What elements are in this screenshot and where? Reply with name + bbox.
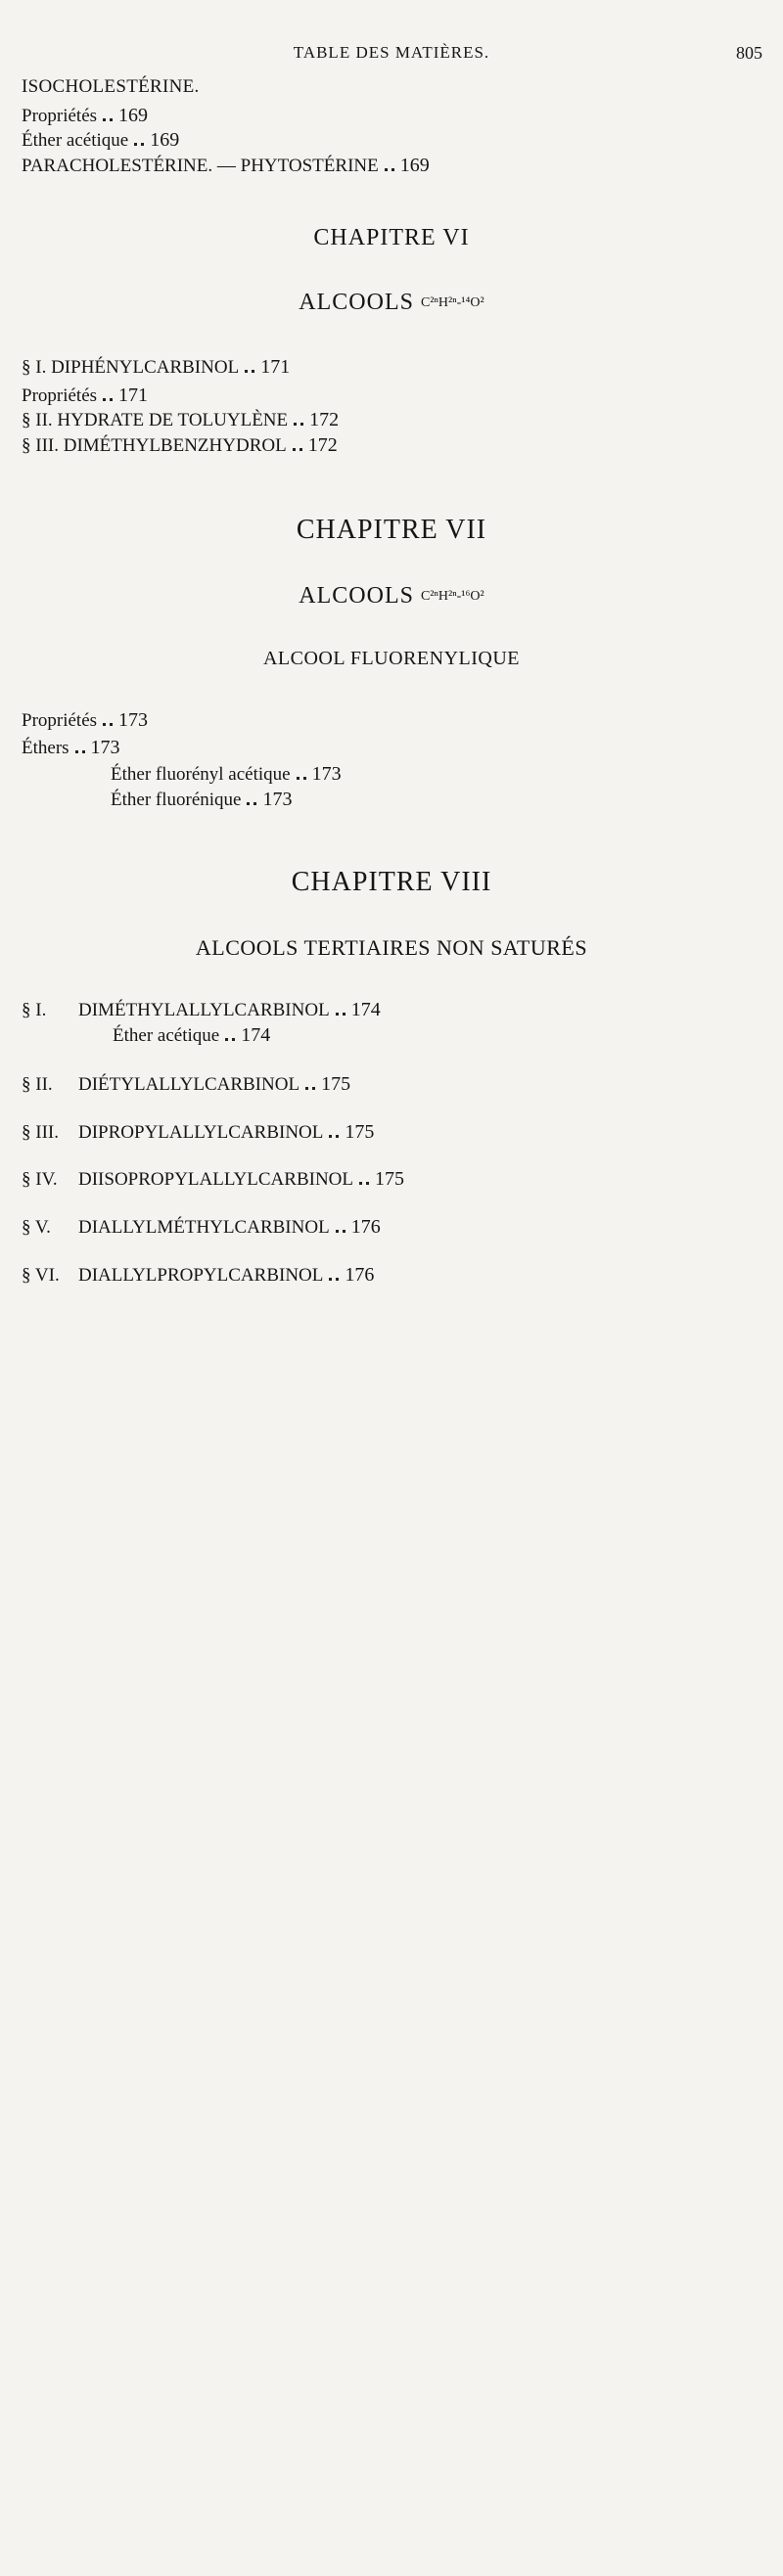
general-formula: C²ⁿH²ⁿ-¹⁴O² bbox=[420, 295, 484, 310]
entry-page: 176 bbox=[345, 1264, 375, 1286]
dot-leader bbox=[103, 118, 113, 121]
dot-leader bbox=[103, 723, 113, 726]
alcools-label: ALCOOLS bbox=[299, 290, 414, 315]
entry-label: DIÉTYLALLYLCARBINOL bbox=[78, 1074, 300, 1095]
entry-page: 174 bbox=[350, 999, 381, 1020]
chapter-subtitle: ALCOOL FLUORENYLIQUE bbox=[262, 648, 520, 669]
chapter-title: CHAPITRE VI bbox=[313, 225, 470, 250]
dot-leader bbox=[75, 750, 85, 753]
entry-page: 173 bbox=[262, 789, 293, 810]
entry-label: Éther acétique bbox=[22, 130, 129, 151]
entry-label: DIISOPROPYLALLYLCARBINOL bbox=[78, 1169, 353, 1190]
entry-label: Éther fluorénique bbox=[111, 790, 242, 810]
formula-heading bbox=[0, 290, 783, 316]
dot-leader bbox=[329, 1135, 339, 1138]
page-number: 805 bbox=[736, 43, 762, 63]
dot-leader bbox=[329, 1278, 339, 1281]
entry-page: 175 bbox=[375, 1168, 404, 1190]
chapter-title: CHAPITRE VIII bbox=[291, 867, 492, 897]
entry-label: § II. HYDRATE DE TOLUYLÈNE bbox=[22, 410, 289, 430]
section-number: § III. bbox=[22, 1122, 59, 1143]
entry-page: 172 bbox=[309, 409, 340, 430]
entry-label: Propriétés bbox=[22, 106, 98, 126]
entry-label: Éthers bbox=[22, 738, 69, 758]
section-number: § V. bbox=[22, 1217, 51, 1238]
dot-leader bbox=[245, 370, 254, 373]
section-number: § VI. bbox=[22, 1265, 60, 1286]
dot-leader bbox=[247, 802, 256, 805]
entry-label: DIALLYLPROPYLCARBINOL bbox=[78, 1265, 324, 1286]
dot-leader bbox=[134, 143, 144, 146]
dot-leader bbox=[293, 448, 302, 451]
entry-label: § I. DIPHÉNYLCARBINOL bbox=[22, 357, 240, 378]
entry-page: 176 bbox=[350, 1216, 381, 1238]
entry-label: PARACHOLESTÉRINE. — PHYTOSTÉRINE bbox=[22, 156, 379, 176]
dot-leader bbox=[385, 168, 394, 171]
dot-leader bbox=[305, 1087, 315, 1090]
chapter-subtitle: ALCOOLS TERTIAIRES NON SATURÉS bbox=[195, 935, 588, 960]
section-number: § IV. bbox=[22, 1169, 58, 1190]
dot-leader bbox=[359, 1182, 369, 1185]
dot-leader bbox=[336, 1013, 345, 1016]
section-number: § II. bbox=[22, 1074, 53, 1095]
dot-leader bbox=[336, 1230, 345, 1233]
entry-label: Propriétés bbox=[22, 385, 98, 406]
entry-page: 169 bbox=[399, 155, 430, 176]
dot-leader bbox=[297, 777, 306, 780]
entry-page: 175 bbox=[321, 1073, 351, 1095]
toc-entry bbox=[22, 1263, 738, 2576]
entry-page: 173 bbox=[118, 709, 149, 731]
dot-leader bbox=[225, 1038, 235, 1041]
entry-page: 173 bbox=[90, 737, 120, 758]
entry-label: DIALLYLMÉTHYLCARBINOL bbox=[78, 1217, 330, 1238]
alcools-label: ALCOOLS bbox=[299, 583, 414, 609]
entry-page: 173 bbox=[311, 763, 342, 785]
entry-label: DIPROPYLALLYLCARBINOL bbox=[78, 1122, 324, 1143]
entry-label: § III. DIMÉTHYLBENZHYDROL bbox=[22, 435, 287, 456]
entry-page: 174 bbox=[241, 1024, 271, 1046]
section-number: § I. bbox=[22, 1000, 47, 1020]
running-title: TABLE DES MATIÈRES. bbox=[293, 43, 490, 62]
entry-page: 171 bbox=[118, 384, 149, 406]
entry-label: DIMÉTHYLALLYLCARBINOL bbox=[78, 1000, 330, 1020]
entry-page: 171 bbox=[260, 356, 291, 378]
chapter-title: CHAPITRE VII bbox=[296, 515, 487, 545]
entry-label: Éther fluorényl acétique bbox=[111, 764, 291, 785]
dot-leader bbox=[294, 423, 303, 426]
entry-page: 172 bbox=[307, 434, 338, 456]
entry-label: Propriétés bbox=[22, 710, 98, 731]
general-formula: C²ⁿH²ⁿ-¹⁶O² bbox=[420, 589, 484, 604]
isocholesterine-heading: ISOCHOLESTÉRINE. bbox=[22, 76, 200, 97]
entry-page: 169 bbox=[118, 105, 149, 126]
entry-page: 175 bbox=[345, 1121, 375, 1143]
formula-heading bbox=[0, 583, 783, 610]
entry-page: 169 bbox=[150, 129, 180, 151]
dot-leader bbox=[103, 398, 113, 401]
entry-label: Éther acétique bbox=[113, 1025, 220, 1046]
